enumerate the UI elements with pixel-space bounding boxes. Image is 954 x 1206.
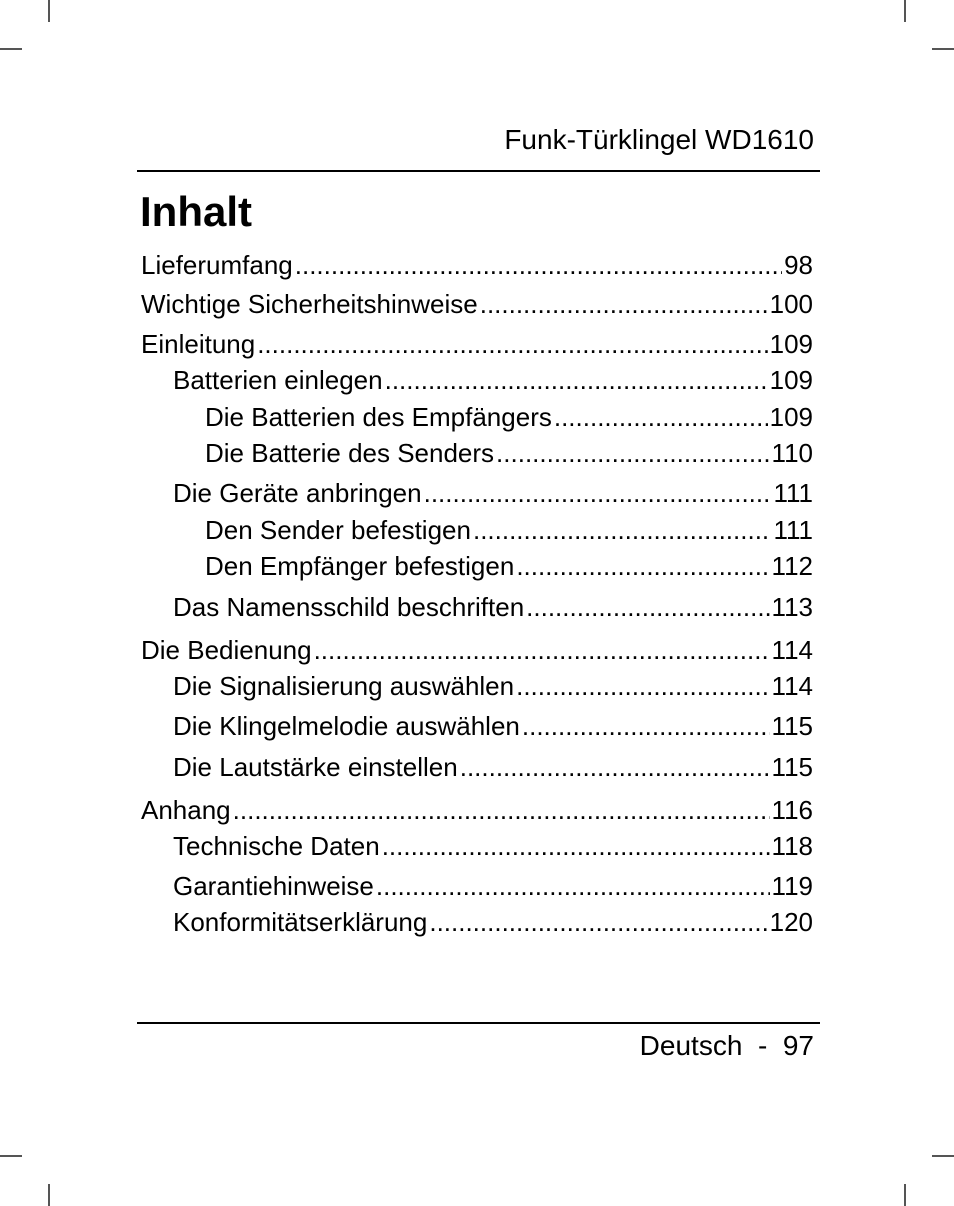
- toc-entry-title: Technische Daten: [173, 831, 380, 861]
- toc-dot-leader: [526, 591, 769, 623]
- toc-entry-page: 100: [769, 289, 813, 319]
- toc-dot-leader: [385, 364, 768, 396]
- toc-entry-title: Die Batterien des Empfängers: [205, 402, 552, 432]
- footer-separator: -: [757, 1030, 768, 1061]
- product-title: Funk-Türklingel WD1610: [504, 124, 814, 155]
- toc-entry[interactable]: [141, 249, 813, 281]
- toc-dot-leader: [295, 249, 782, 281]
- toc-entry-title: Die Signalisierung auswählen: [173, 671, 515, 701]
- footer-page-number: 97: [782, 1030, 814, 1061]
- page-title: Inhalt: [140, 188, 252, 235]
- toc-entry-title: Konformitätserklärung: [173, 907, 428, 937]
- toc-entry-title: Batterien einlegen: [173, 365, 383, 395]
- toc-entry[interactable]: [205, 550, 813, 582]
- toc-dot-leader: [314, 634, 770, 666]
- toc-entry[interactable]: [205, 401, 813, 433]
- toc-entry[interactable]: [173, 591, 813, 623]
- toc-entry[interactable]: [173, 477, 813, 509]
- crop-mark-bottom-left-horizontal: [0, 1155, 22, 1157]
- toc-entry-page: 120: [769, 907, 813, 937]
- toc-dot-leader: [480, 288, 768, 320]
- toc-entry-title: Die Bedienung: [141, 635, 312, 665]
- toc-entry-page: 114: [771, 635, 813, 665]
- crop-mark-top-left: [48, 0, 50, 22]
- toc-entry-page: 109: [769, 329, 813, 359]
- toc-dot-leader: [233, 794, 770, 826]
- toc-entry-page: 112: [771, 551, 813, 581]
- toc-dot-leader: [496, 437, 770, 469]
- header-rule: [137, 170, 820, 172]
- toc-entry[interactable]: [141, 634, 813, 666]
- toc-entry-title: Einleitung: [141, 329, 256, 359]
- crop-mark-bottom-right: [904, 1184, 906, 1206]
- toc-entry-title: Die Lautstärke einstellen: [173, 752, 458, 782]
- toc-entry-page: 110: [771, 438, 813, 468]
- toc-entry-page: 116: [771, 795, 813, 825]
- toc-entry[interactable]: [173, 870, 813, 902]
- toc-entry[interactable]: [173, 906, 813, 938]
- toc-entry[interactable]: [141, 794, 813, 826]
- crop-mark-bottom-right-horizontal: [932, 1155, 954, 1157]
- footer-language: Deutsch: [639, 1030, 743, 1061]
- toc-entry[interactable]: [205, 437, 813, 469]
- toc-entry-title: Wichtige Sicherheitshinweise: [141, 289, 478, 319]
- toc-entry-title: Die Geräte anbringen: [173, 478, 422, 508]
- toc-entry[interactable]: [173, 751, 813, 783]
- toc-entry-page: 113: [771, 592, 813, 622]
- toc-entry-title: Das Namensschild beschriften: [173, 592, 525, 622]
- toc-entry-page: 111: [773, 515, 813, 545]
- toc-dot-leader: [382, 830, 770, 862]
- toc-dot-leader: [473, 514, 772, 546]
- toc-dot-leader: [424, 477, 772, 509]
- toc-entry-title: Lieferumfang: [141, 250, 293, 280]
- toc-dot-leader: [376, 870, 770, 902]
- toc-dot-leader: [554, 401, 768, 433]
- toc-entry-page: 115: [771, 752, 813, 782]
- toc-entry[interactable]: [141, 328, 813, 360]
- toc-entry[interactable]: [173, 830, 813, 862]
- crop-mark-top-left-horizontal: [0, 48, 22, 50]
- toc-entry-page: 114: [771, 671, 813, 701]
- toc-dot-leader: [516, 550, 769, 582]
- toc-entry[interactable]: [205, 514, 813, 546]
- crop-mark-bottom-left: [48, 1184, 50, 1206]
- toc-entry-page: 109: [769, 402, 813, 432]
- toc-entry-title: Den Sender befestigen: [205, 515, 471, 545]
- toc-entry[interactable]: [141, 288, 813, 320]
- toc-entry-page: 98: [784, 250, 813, 280]
- toc-dot-leader: [429, 906, 767, 938]
- footer-rule: [137, 1022, 820, 1024]
- toc-dot-leader: [522, 710, 770, 742]
- toc-entry-page: 119: [771, 871, 813, 901]
- toc-entry-title: Die Klingelmelodie auswählen: [173, 711, 520, 741]
- toc-entry[interactable]: [173, 364, 813, 396]
- toc-entry-page: 118: [771, 831, 813, 861]
- toc-dot-leader: [516, 670, 769, 702]
- toc-entry-page: 109: [769, 365, 813, 395]
- toc-entry-page: 115: [771, 711, 813, 741]
- toc-entry-title: Den Empfänger befestigen: [205, 551, 515, 581]
- toc-entry-title: Die Batterie des Senders: [205, 438, 495, 468]
- toc-entry[interactable]: [173, 670, 813, 702]
- crop-mark-top-right-horizontal: [932, 48, 954, 50]
- toc-entry[interactable]: [173, 710, 813, 742]
- page-footer: [640, 1030, 814, 1062]
- toc-dot-leader: [257, 328, 767, 360]
- crop-mark-top-right: [904, 0, 906, 22]
- toc-dot-leader: [460, 751, 770, 783]
- toc-entry-title: Anhang: [141, 795, 231, 825]
- toc-entry-page: 111: [773, 478, 813, 508]
- toc-entry-title: Garantiehinweise: [173, 871, 374, 901]
